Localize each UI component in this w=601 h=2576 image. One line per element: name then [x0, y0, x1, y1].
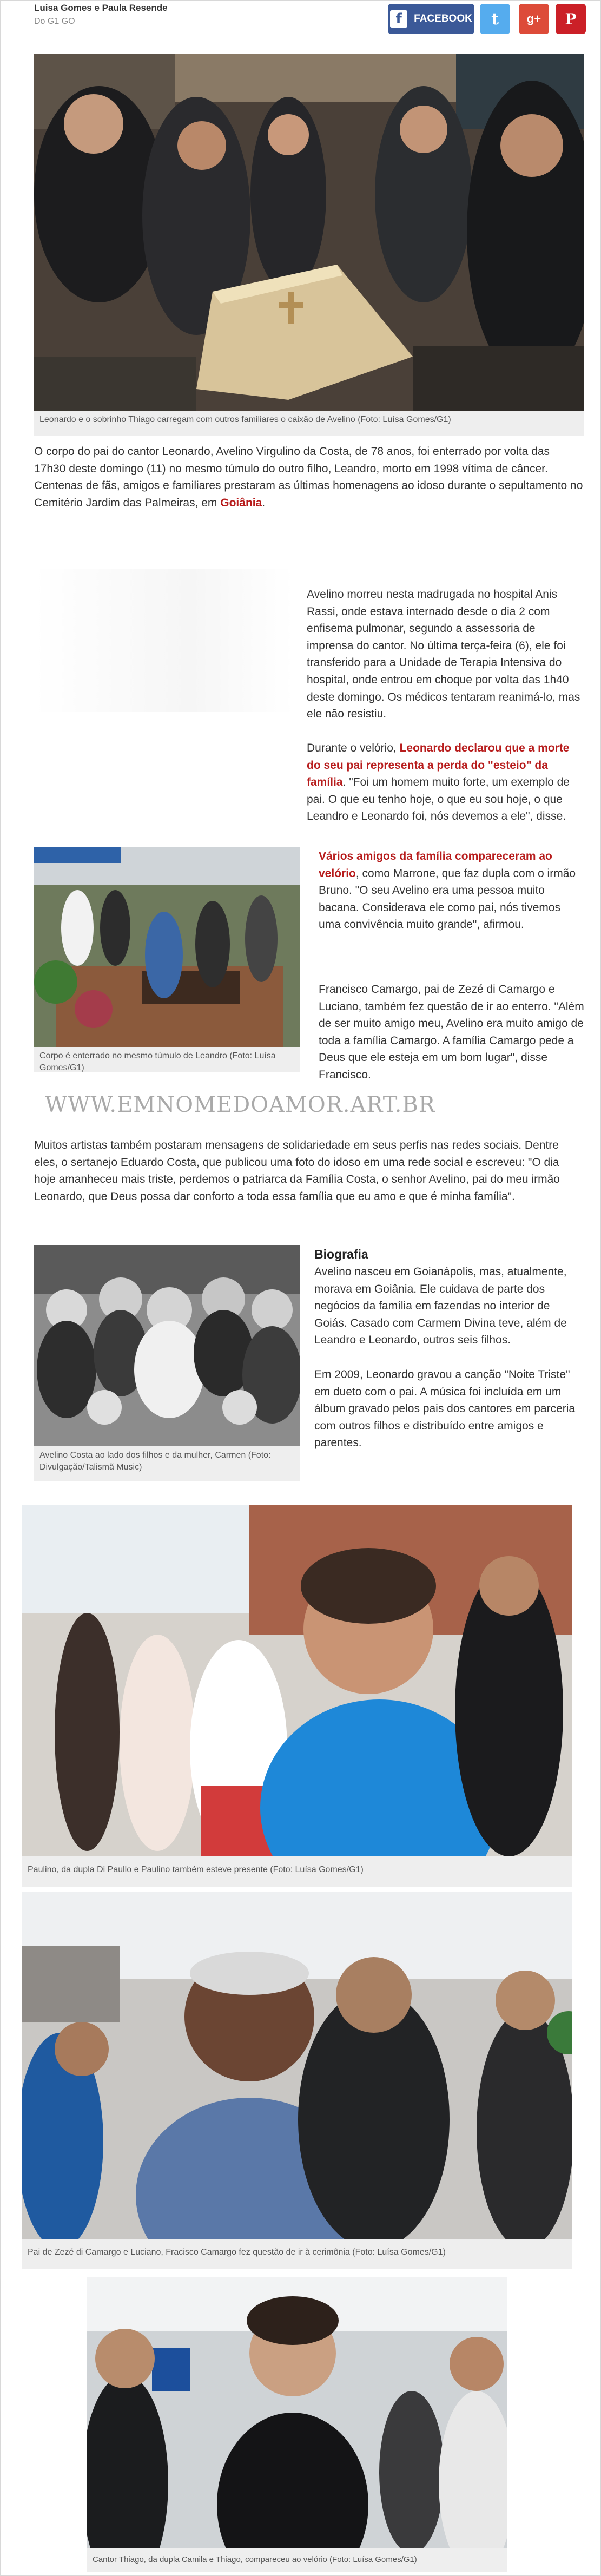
figure-caption: Leonardo e o sobrinho Thiago carregam com outros familiares o caixão de Avelino (Foto: Luísa Gomes/G1) [34, 411, 584, 436]
article-paragraph-2: Avelino morreu nesta madrugada no hospital Anis Rassi, onde estava internado desde o dia 2 com enfisema pulmonar, segundo a assessoria de imprensa do cantor. No última terça-feira (6), ele foi transferido para a Unidade de Terapia Intensiva do hospital, onde entrou em choque por volta das 1h40 deste domingo. Os médicos tentaram reanimá-lo, mas ele não resistiu. [307, 588, 580, 721]
paragraph-text: . "Foi um homem muito forte, um exemplo de pai. O que eu tenho hoje, o que eu sou hoje, o que Leandro e Leonardo foi, nós devemos a ele", disse. [307, 776, 570, 823]
embedded-media-placeholder [34, 569, 294, 712]
pinterest-icon: P [565, 10, 577, 28]
gplus-icon: g+ [526, 12, 541, 25]
figure-caption: Pai de Zezé di Camargo e Luciano, Fracisco Camargo fez questão de ir à cerimônia (Foto: Luísa Gomes/G1) [22, 2239, 572, 2269]
author-byline: Luisa Gomes e Paula Resende [34, 3, 168, 13]
article-paragraph-6: Muitos artistas também postaram mensagens de solidariedade em seus perfis nas redes sociais. Dentre eles, o sertanejo Eduardo Costa, que publicou uma foto do idoso em uma rede social e escreveu: "O dia hoje amanheceu mais triste, perdemos o patriarca da Família Costa, o senhor Avelino, pai do meu irmão Leonardo, que Deus possa dar conforto a toda essa família que eu amo e que é minha família". [34, 1139, 560, 1203]
paragraph-text-end: . [262, 496, 266, 509]
figure-family-photo [34, 1245, 300, 1481]
figure-caption: Avelino Costa ao lado dos filhos e da mulher, Carmen (Foto: Divulgação/Talismã Music) [34, 1446, 300, 1481]
article-header [1, 1, 601, 43]
figure-paulino [22, 1505, 572, 1887]
twitter-share-button[interactable] [480, 4, 510, 34]
article-paragraph-3 [307, 740, 584, 825]
goiania-link[interactable]: Goiânia [220, 496, 262, 509]
leonardo-statement-link[interactable]: Leonardo declarou que a morte do seu pai representa a perda do "esteio" da família [307, 742, 570, 789]
paragraph-text: O corpo do pai do cantor Leonardo, Avelino Virgulino da Costa, de 78 anos, foi enterrado por volta das 17h30 deste domingo (11) no mesmo túmulo do outro filho, Leandro, morto em 1998 vítima de câncer. Centenas de fãs, amigos e familiares prestaram as últimas homenagens ao idoso durante o sepultamento no Cemitério Jardim das Palmeiras, em [34, 445, 583, 509]
site-watermark: WWW.EMNOMEDOAMOR.ART.BR [45, 1092, 435, 1117]
gplus-share-button[interactable] [519, 4, 549, 34]
paragraph-text: Durante o velório, [307, 742, 400, 754]
article-source: Do G1 GO [34, 17, 75, 26]
figure-francisco-camargo [22, 1892, 572, 2269]
facebook-share-button[interactable] [388, 4, 474, 34]
figure-funeral-casket [34, 54, 584, 436]
burial-photo [34, 847, 300, 1047]
facebook-share-label: FACEBOOK [414, 13, 472, 24]
article-paragraph-1 [34, 443, 584, 511]
article-paragraph-4 [319, 848, 585, 933]
casket-photo [34, 54, 584, 411]
friends-wake-link[interactable]: Vários amigos da família compareceram ao velório [319, 850, 552, 880]
paragraph-text: , como Marrone, que faz dupla com o irmão Bruno. "O seu Avelino era uma pessoa muito bacana. Considerava ele como pai, nós tivemos uma convivência muito grande", afirmou. [319, 867, 576, 931]
figure-caption: Corpo é enterrado no mesmo túmulo de Leandro (Foto: Luísa Gomes/G1) [34, 1047, 300, 1072]
thiago-photo [87, 2277, 507, 2548]
biography-heading: Biografia [314, 1247, 368, 1261]
francisco-camargo-photo [22, 1892, 572, 2239]
figure-caption: Cantor Thiago, da dupla Camila e Thiago, compareceu ao velório (Foto: Luísa Gomes/G1) [87, 2548, 507, 2572]
article-paragraph-5: Francisco Camargo, pai de Zezé di Camargo e Luciano, também fez questão de ir ao enterro. "Além de ser muito amigo meu, Avelino era muito amigo de toda a família Camargo. A família Camargo pede a Deus que ele esteja em um bom lugar", disse Francisco. [319, 983, 584, 1081]
facebook-icon: f [390, 10, 407, 28]
article-paragraph-8: Em 2009, Leonardo gravou a canção "Noite Triste" em dueto com o pai. A música foi incluída em um álbum gravado pelos pais dos cantores em parceria com outros filhos e distribuído entre amigos e parentes. [314, 1368, 576, 1450]
family-photo [34, 1245, 300, 1446]
twitter-icon: t [491, 9, 499, 29]
pinterest-share-button[interactable] [556, 4, 586, 34]
figure-caption: Paulino, da dupla Di Paullo e Paulino também esteve presente (Foto: Luísa Gomes/G1) [22, 1856, 572, 1887]
paulino-photo [22, 1505, 572, 1856]
figure-thiago [87, 2277, 507, 2572]
figure-burial [34, 847, 300, 1072]
article-paragraph-7: Avelino nasceu em Goianápolis, mas, atualmente, morava em Goiânia. Ele cuidava de parte dos negócios da família em fazendas no interior de Goiás. Casado com Carmem Divina teve, além de Leandro e Leonardo, outros seis filhos. [314, 1266, 567, 1347]
